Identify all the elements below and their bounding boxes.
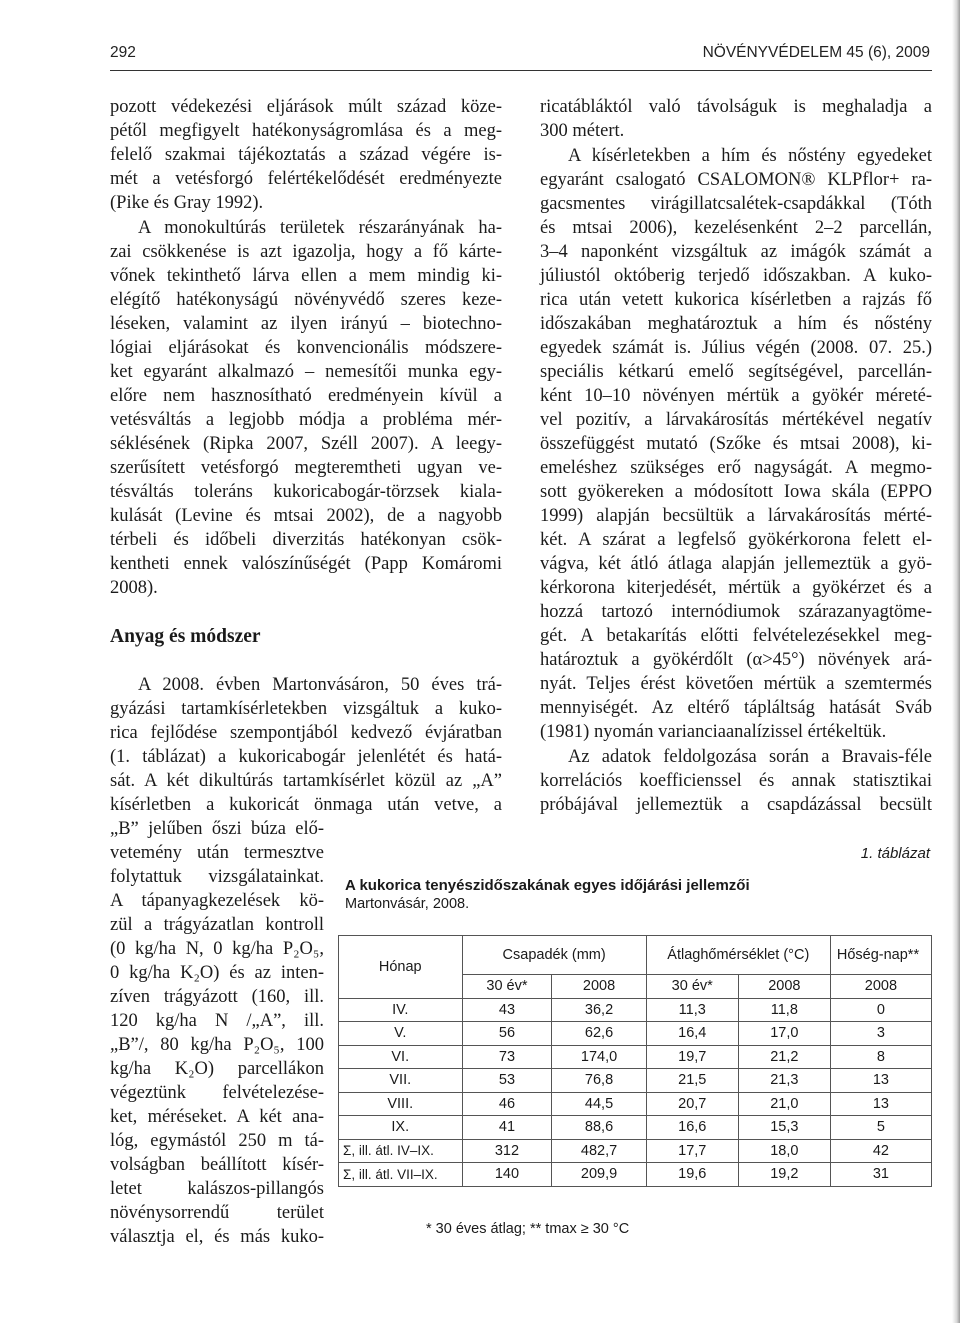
cell-value: 53 bbox=[462, 1069, 552, 1093]
cell-month: VI. bbox=[339, 1045, 463, 1069]
subheader-30yr: 30 év* bbox=[646, 975, 738, 999]
text-line: összefüggést mutató (Szőke és mtsai 2008), ki- bbox=[540, 434, 932, 454]
table-row-sum bbox=[339, 1163, 932, 1187]
text-line: határoztuk a gyökérdőlt (α>45°) növények ará- bbox=[540, 650, 932, 670]
table-row bbox=[339, 1045, 932, 1069]
cell-value: 209,9 bbox=[552, 1163, 646, 1187]
cell-month: IX. bbox=[339, 1116, 463, 1140]
text-line: és mtsai 2006), kezelésenként 2–2 parcellán, bbox=[540, 218, 932, 238]
text-line: próbájával jellemeztük a csapdázással becsült bbox=[540, 795, 932, 815]
text-line: vőnek tekinthető lárva ellen a mem mindig ki- bbox=[110, 266, 502, 286]
header-rule bbox=[110, 70, 932, 71]
text-line: séklésének (Ripka 2007, Széll 2007). A leegy- bbox=[110, 434, 502, 454]
text-line: 300 métert. bbox=[540, 121, 625, 141]
text-line: hozzá tartozó internódiumok szárazanyagtöme- bbox=[540, 602, 932, 622]
subheader-2008: 2008 bbox=[552, 975, 646, 999]
text-line: kulását (Levine és mtsai 2002), de a nagyobb bbox=[110, 506, 502, 526]
col-precip-header: Csapadék (mm) bbox=[462, 936, 646, 975]
cell-month: VII. bbox=[339, 1069, 463, 1093]
col-heatdays-header: Hőség-nap** bbox=[830, 936, 931, 975]
page-edge-shadow bbox=[952, 0, 960, 1323]
text-line: térbeli és időbeli diverzitás hatékonyan csök- bbox=[110, 530, 502, 550]
text-line: pétől megfigyelt hatékonyságromlása és a meg- bbox=[110, 121, 502, 141]
text-line: kísérletben a kukoricát önmaga után vetve, a bbox=[110, 795, 502, 815]
text-line: vetemény után termesztve bbox=[110, 843, 324, 863]
table-number: 1. táblázat bbox=[860, 845, 930, 862]
cell-value: 43 bbox=[462, 998, 552, 1022]
text-line: egyaránt csalogató CSALOMON® KLPflor+ ra- bbox=[540, 170, 932, 190]
text-line: szerűsített vetésforgó megteremtheti ugyan ve- bbox=[110, 458, 502, 478]
cell-value: 140 bbox=[462, 1163, 552, 1187]
text-line: lóg, egymástól 250 m tá- bbox=[110, 1131, 324, 1151]
text-line: „B”/, 80 kg/ha P₂O₅, 100 bbox=[110, 1035, 324, 1055]
cell-value: 8 bbox=[830, 1045, 931, 1069]
text-line: ként 10–10 növényen mértük a gyökér méreté- bbox=[540, 386, 932, 406]
table-footnote: * 30 éves átlag; ** tmax ≥ 30 °C bbox=[426, 1221, 630, 1237]
text-line: volságban beállított kísér- bbox=[110, 1155, 324, 1175]
table-row bbox=[339, 1022, 932, 1046]
text-line: tésváltás toleráns kukoricabogár-törzsek kiala- bbox=[110, 482, 502, 502]
cell-value: 5 bbox=[830, 1116, 931, 1140]
cell-value: 0 bbox=[830, 998, 931, 1022]
text-line: felelő szakmai tájékoztatás a század végére is- bbox=[110, 145, 502, 165]
text-line: rica fejlődése szempontjából kedvező évjáratban bbox=[110, 723, 502, 743]
cell-value: 15,3 bbox=[738, 1116, 830, 1140]
cell-value: 20,7 bbox=[646, 1092, 738, 1116]
text-line: vel pozitív, a lárvakárosítás mértékével negatív bbox=[540, 410, 932, 430]
subheader-2008: 2008 bbox=[738, 975, 830, 999]
cell-value: 41 bbox=[462, 1116, 552, 1140]
table-row bbox=[339, 1069, 932, 1093]
text-line: zíven trágyázott (160, ill. bbox=[110, 987, 324, 1007]
text-line: Az adatok feldolgozása során a Bravais-féle bbox=[568, 747, 932, 767]
table-row bbox=[339, 1092, 932, 1116]
text-line: kérkorona kiterjedését, mértük a gyökérzet és a bbox=[540, 578, 932, 598]
col-month-header: Hónap bbox=[339, 936, 463, 999]
text-line: A tápanyagkezelések kö- bbox=[110, 891, 324, 911]
cell-value: 312 bbox=[462, 1139, 552, 1163]
text-line: sát. A két dikultúrás tartamkísérlet közül az „A” bbox=[110, 771, 502, 791]
cell-value: 76,8 bbox=[552, 1069, 646, 1093]
text-line: zai csökkenése is azt igazolja, hogy a fő kárte- bbox=[110, 242, 502, 262]
text-line: gyázási tartamkísérletekben vizsgáltuk a kuko- bbox=[110, 699, 502, 719]
text-line: kentheti ennek valószínűségét (Papp Komáromi bbox=[110, 554, 502, 574]
text-line: nyát. Teljes érést követően mértük a szemtermés bbox=[540, 674, 932, 694]
text-line: 120 kg/ha N /„A”, ill. bbox=[110, 1011, 324, 1031]
text-line: végeztünk felvételezése- bbox=[110, 1083, 324, 1103]
table-row bbox=[339, 998, 932, 1022]
text-line: júliustól októberig terjedő időszakban. A kuko- bbox=[540, 266, 932, 286]
text-line: folytattuk vizsgálatainkat. bbox=[110, 867, 324, 887]
section-heading: Anyag és módszer bbox=[110, 626, 261, 647]
cell-value: 19,7 bbox=[646, 1045, 738, 1069]
table-title: A kukorica tenyészidőszakának egyes időjárási jellemzői bbox=[345, 877, 750, 894]
cell-value: 19,6 bbox=[646, 1163, 738, 1187]
text-line: 1999) alapján becsültük a lárvakárosítás mérté- bbox=[540, 506, 932, 526]
text-line: A kísérletekben a hím és nőstény egyedeket bbox=[568, 146, 932, 166]
cell-value: 11,8 bbox=[738, 998, 830, 1022]
subheader-30yr: 30 év* bbox=[462, 975, 552, 999]
cell-value: 62,6 bbox=[552, 1022, 646, 1046]
table-row bbox=[339, 1116, 932, 1140]
cell-value: 56 bbox=[462, 1022, 552, 1046]
text-line: (1981) nyomán varianciaanalízissel értékeltük. bbox=[540, 722, 887, 742]
text-line: korrelációs koefficienssel és annak statisztikai bbox=[540, 771, 932, 791]
cell-month: V. bbox=[339, 1022, 463, 1046]
col-temp-header: Átlaghőmérséklet (°C) bbox=[646, 936, 830, 975]
text-line: 0 kg/ha K₂O) és az inten- bbox=[110, 963, 324, 983]
cell-value: 19,2 bbox=[738, 1163, 830, 1187]
cell-value: 36,2 bbox=[552, 998, 646, 1022]
cell-month: VIII. bbox=[339, 1092, 463, 1116]
cell-value: 13 bbox=[830, 1092, 931, 1116]
text-line: gét. A betakarítás előtti felvételezésekkel meg- bbox=[540, 626, 932, 646]
cell-value: 174,0 bbox=[552, 1045, 646, 1069]
text-line: sott gyökereken a módosított Iowa skála (EPPO bbox=[540, 482, 932, 502]
cell-value: 88,6 bbox=[552, 1116, 646, 1140]
cell-month: Σ, ill. átl. VII–IX. bbox=[339, 1163, 463, 1187]
text-line: ricatábláktól való távolságuk is meghaladja a bbox=[540, 97, 932, 117]
text-line: választja el, és más kuko- bbox=[110, 1227, 324, 1247]
cell-value: 21,5 bbox=[646, 1069, 738, 1093]
weather-table bbox=[338, 935, 932, 1187]
cell-value: 13 bbox=[830, 1069, 931, 1093]
text-line: lógiai eljárásokat és konvencionális módszere- bbox=[110, 338, 502, 358]
text-line: (Pike és Gray 1992). bbox=[110, 193, 264, 213]
text-line: elégítő hatékonyságú növényvédő szeres keze- bbox=[110, 290, 502, 310]
subheader-2008: 2008 bbox=[830, 975, 931, 999]
text-line: A monokultúrás területek részarányának ha- bbox=[138, 218, 502, 238]
text-line: kg/ha K₂O) parcellákon bbox=[110, 1059, 324, 1079]
text-line: pozott védekezési eljárások múlt század köze- bbox=[110, 97, 502, 117]
cell-value: 17,7 bbox=[646, 1139, 738, 1163]
text-line: speciális kétkarú emelő segítségével, parcellán- bbox=[540, 362, 932, 382]
cell-value: 21,3 bbox=[738, 1069, 830, 1093]
table-row-sum bbox=[339, 1139, 932, 1163]
cell-value: 44,5 bbox=[552, 1092, 646, 1116]
text-line: vetésváltás a legjobb módja a probléma mér- bbox=[110, 410, 502, 430]
text-line: ket egyaránt alkalmazó – nemesítői munka egy- bbox=[110, 362, 502, 382]
text-line: „B” jelűben őszi búza elő- bbox=[110, 819, 324, 839]
text-line: vágva, két átló átlaga alapján jellemeztük a gyö- bbox=[540, 554, 932, 574]
cell-value: 16,6 bbox=[646, 1116, 738, 1140]
text-line: 3–4 naponként vizsgáltuk az imágók számát a bbox=[540, 242, 932, 262]
left-column bbox=[110, 96, 502, 616]
text-line: zül a trágyázatlan kontroll bbox=[110, 915, 324, 935]
text-line: emeléshez szükséges erő nagyságát. A megmo- bbox=[540, 458, 932, 478]
cell-value: 21,2 bbox=[738, 1045, 830, 1069]
text-line: növénysorrendű terület bbox=[110, 1203, 324, 1223]
table-subtitle: Martonvásár, 2008. bbox=[345, 896, 470, 912]
text-line: A 2008. évben Martonvásáron, 50 éves trá- bbox=[138, 675, 502, 695]
text-line: mét a vetésforgó felértékelődését eredményezte bbox=[110, 169, 502, 189]
text-line: gacsmentes virágillatcsalétek-csapdákkal (Tóth bbox=[540, 194, 932, 214]
cell-value: 46 bbox=[462, 1092, 552, 1116]
text-line: előre nem hasznosítható eredményein kívül a bbox=[110, 386, 502, 406]
cell-month: Σ, ill. átl. IV–IX. bbox=[339, 1139, 463, 1163]
cell-value: 18,0 bbox=[738, 1139, 830, 1163]
cell-value: 42 bbox=[830, 1139, 931, 1163]
cell-value: 482,7 bbox=[552, 1139, 646, 1163]
cell-value: 31 bbox=[830, 1163, 931, 1187]
text-line: mennyiségét. Az eltérő tápláltság hatását Sváb bbox=[540, 698, 932, 718]
page-number: 292 bbox=[110, 44, 136, 61]
text-line: (1. táblázat) a kukoricabogár jelenlétét és hatá- bbox=[110, 747, 502, 767]
text-line: két. A szárat a legfelső gyökérkorona felett el- bbox=[540, 530, 932, 550]
text-line: rica után vetett kukorica kísérletben a rajzás fő bbox=[540, 290, 932, 310]
text-line: időszakában meghatároztuk a hím és nőstény bbox=[540, 314, 932, 334]
text-line: letet kalászos-pillangós bbox=[110, 1179, 324, 1199]
cell-value: 11,3 bbox=[646, 998, 738, 1022]
text-line: egyedek számát is. Július végén (2008. 07. 25.) bbox=[540, 338, 932, 358]
text-line: léseken, valamint az ilyen irányú – biotechno- bbox=[110, 314, 502, 334]
cell-value: 73 bbox=[462, 1045, 552, 1069]
text-line: ket, méréseket. A két ana- bbox=[110, 1107, 324, 1127]
text-line: 2008). bbox=[110, 578, 158, 598]
cell-value: 17,0 bbox=[738, 1022, 830, 1046]
cell-value: 16,4 bbox=[646, 1022, 738, 1046]
cell-month: IV. bbox=[339, 998, 463, 1022]
journal-title: NÖVÉNYVÉDELEM 45 (6), 2009 bbox=[702, 44, 930, 61]
cell-value: 3 bbox=[830, 1022, 931, 1046]
right-column bbox=[540, 96, 932, 826]
text-line: (0 kg/ha N, 0 kg/ha P₂O₅, bbox=[110, 939, 324, 959]
cell-value: 21,0 bbox=[738, 1092, 830, 1116]
